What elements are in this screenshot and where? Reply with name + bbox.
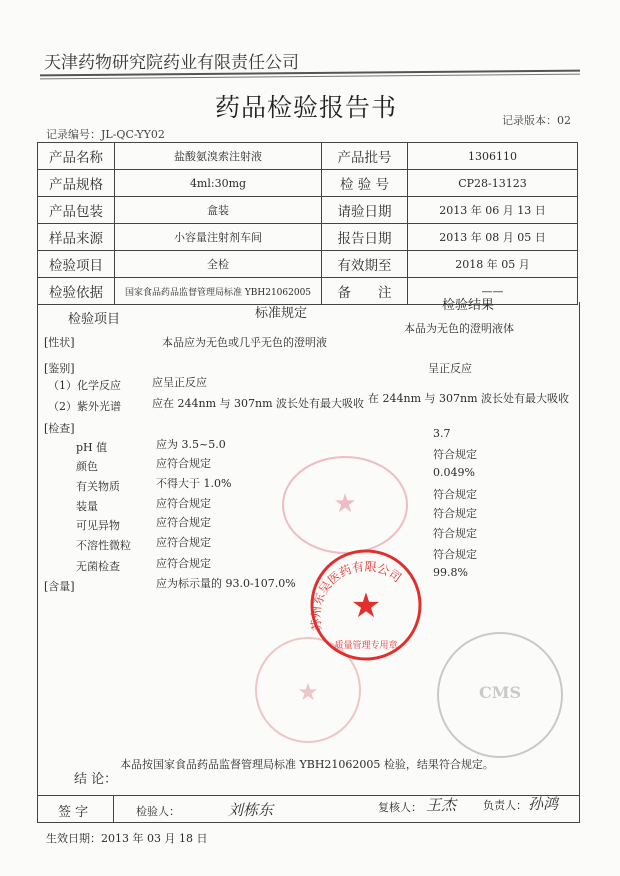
info-label: 样品来源 — [38, 224, 115, 251]
effective-date: 生效日期：2013 年 03 月 18 日 — [46, 832, 208, 845]
result-standard: 应呈正反应 — [152, 376, 207, 389]
red-stamp — [309, 551, 420, 659]
result-item: pH 值 — [76, 441, 108, 454]
info-value: 盒装 — [115, 197, 322, 224]
result-item: 可见异物 — [76, 519, 120, 532]
star-icon: ★ — [333, 489, 357, 519]
result-value: 呈正反应 — [428, 362, 472, 375]
reviewer-signature: 王杰 — [426, 796, 457, 814]
reviewer-label: 复核人： — [378, 801, 422, 814]
result-value: 本品为无色的澄明液体 — [404, 322, 514, 335]
result-item: [性状] — [44, 336, 75, 349]
col-header-standard: 标准规定 — [255, 306, 308, 321]
record-number: 记录编号：JL-QC-YY02 — [46, 128, 165, 141]
result-item: [鉴别] — [44, 362, 75, 375]
info-value: 全检 — [115, 251, 322, 278]
conclusion-text: 本品按国家食品药品监督管理局标准 YBH21062005 检验，结果符合规定。 — [120, 758, 494, 771]
result-item: [检查] — [44, 422, 75, 435]
col-header-item: 检验项目 — [68, 312, 121, 327]
result-standard: 应为 3.5~5.0 — [156, 438, 226, 451]
svg-text:苏州东吴医药有限公司: 苏州东吴医药有限公司 — [308, 559, 404, 633]
result-item: [含量] — [44, 580, 75, 593]
result-standard: 本品应为无色或几乎无色的澄明液 — [162, 336, 327, 349]
result-value: 0.049% — [433, 466, 475, 479]
result-value: 符合规定 — [433, 448, 477, 461]
document-title: 药品检验报告书 — [215, 93, 398, 122]
info-value: 2018 年 05 月 — [408, 251, 578, 278]
inspector-signature: 刘栋东 — [228, 801, 274, 819]
result-standard: 应在 244nm 与 307nm 波长处有最大吸收 — [152, 397, 365, 410]
star-icon: ★ — [350, 586, 382, 626]
result-value: 符合规定 — [433, 548, 477, 561]
info-value: 2013 年 06 月 13 日 — [408, 197, 578, 224]
result-item: 有关物质 — [76, 480, 120, 493]
info-label: 检验依据 — [38, 278, 115, 305]
result-standard: 应符合规定 — [156, 557, 211, 570]
info-label: 有效期至 — [322, 251, 408, 278]
info-label: 检验项目 — [38, 251, 115, 278]
result-item: 颜色 — [76, 460, 98, 473]
info-value: 1306110 — [408, 143, 578, 170]
result-standard: 不得大于 1.0% — [156, 477, 232, 490]
info-label: 产品规格 — [38, 170, 115, 197]
svg-text:CMS: CMS — [479, 683, 521, 702]
result-item: （2）紫外光谱 — [48, 400, 121, 413]
result-standard: 应符合规定 — [156, 516, 211, 529]
record-version: 记录版本：02 — [502, 114, 571, 127]
result-item: 装量 — [76, 500, 98, 513]
info-value: CP28-13123 — [408, 170, 578, 197]
faded-stamp-1 — [283, 457, 407, 553]
star-icon: ★ — [297, 678, 319, 706]
info-value: 盐酸氨溴索注射液 — [115, 143, 322, 170]
result-value: 符合规定 — [433, 488, 477, 501]
info-label: 备 注 — [322, 278, 408, 305]
info-label: 产品批号 — [322, 143, 408, 170]
info-label: 产品包装 — [38, 197, 115, 224]
responsible-signature: 孙鸿 — [528, 795, 559, 813]
info-label: 请验日期 — [322, 197, 408, 224]
result-value: 3.7 — [433, 427, 451, 440]
result-value: 99.8% — [433, 566, 468, 579]
info-value: 国家食品药品监督管理局标准 YBH21062005 — [115, 278, 322, 305]
info-value: —— — [408, 278, 578, 305]
conclusion-label: 结 论： — [74, 772, 118, 787]
info-value: 小容量注射剂车间 — [115, 224, 322, 251]
info-label: 产品名称 — [38, 143, 115, 170]
info-label: 检 验 号 — [322, 170, 408, 197]
faded-stamp-3 — [438, 633, 562, 757]
result-item: 不溶性微粒 — [76, 539, 131, 552]
signature-label: 签 字 — [58, 805, 89, 820]
result-standard: 应为标示量的 93.0-107.0% — [156, 577, 296, 590]
result-item: （1）化学反应 — [48, 379, 121, 392]
result-standard: 应符合规定 — [156, 497, 211, 510]
result-item: 无菌检查 — [76, 560, 120, 573]
inspector-label: 检验人： — [136, 805, 180, 818]
responsible-label: 负责人： — [483, 799, 527, 812]
result-value: 在 244nm 与 307nm 波长处有最大吸收 — [368, 392, 570, 405]
svg-text:质量管理专用章: 质量管理专用章 — [334, 641, 398, 651]
result-value: 符合规定 — [433, 527, 477, 540]
company-name: 天津药物研究院药业有限责任公司 — [44, 53, 299, 73]
col-header-result: 检验结果 — [442, 298, 495, 313]
result-standard: 应符合规定 — [156, 536, 211, 549]
info-value: 4ml:30mg — [115, 170, 322, 197]
info-label: 报告日期 — [322, 224, 408, 251]
result-standard: 应符合规定 — [156, 457, 211, 470]
signature-row — [37, 795, 580, 823]
result-value: 符合规定 — [433, 507, 477, 520]
info-value: 2013 年 08 月 05 日 — [408, 224, 578, 251]
